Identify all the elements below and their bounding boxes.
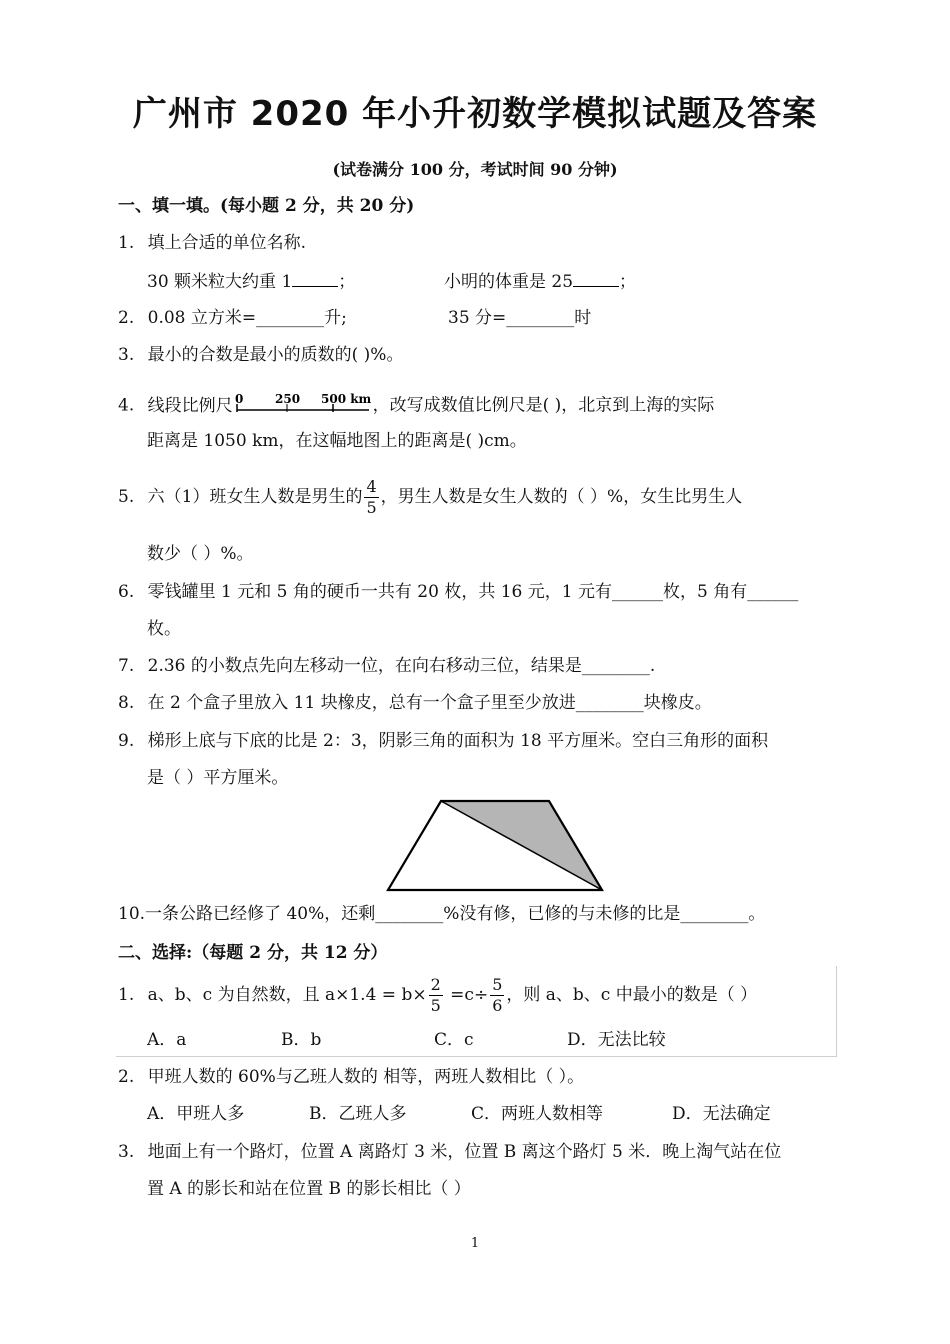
question-text: 0.08 立方米=________升;: [147, 308, 347, 328]
fraction-four-fifths: [364, 477, 378, 518]
question-9: [118, 730, 768, 752]
question-10: 10.一条公路已经修了 40%，还剩________%没有修，已修的与未修的比是________。: [118, 904, 766, 924]
question-1-part-b: [444, 270, 636, 293]
page-title: 广州市 2020 年小升初数学模拟试题及答案: [132, 94, 818, 134]
question-number: 2.: [118, 308, 135, 328]
answer-blank[interactable]: [292, 270, 338, 287]
question-number: 3.: [118, 1142, 135, 1162]
question-number: 7.: [118, 656, 135, 676]
scale-label-0: 0: [234, 392, 243, 406]
punctuation: ；: [619, 272, 637, 292]
question-text: ，则 a、b、c 中最小的数是（ ）: [506, 985, 758, 1005]
question-text: 甲班人数的 60%与乙班人数的 相等，两班人数相比（ ）。: [147, 1067, 585, 1087]
choice-2-option-d[interactable]: D．无法确定: [672, 1104, 771, 1124]
question-text: 梯形上底与下底的比是 2：3，阴影三角的面积为 18 平方厘米。空白三角形的面积: [147, 731, 769, 751]
fraction-numerator: 4: [366, 477, 377, 496]
question-number: 1.: [118, 233, 135, 253]
scale-label-500: 500 km: [320, 392, 371, 406]
choice-question-3-line-2: 置 A 的影长和站在位置 B 的影长相比（ ）: [147, 1179, 471, 1199]
question-4: [118, 390, 714, 422]
question-3: [118, 344, 403, 366]
punctuation: ；: [338, 272, 356, 292]
question-number: 9.: [118, 731, 135, 751]
question-text: 零钱罐里 1 元和 5 角的硬币一共有 20 枚，共 16 元，1 元有______枚，5 角有______: [147, 582, 799, 602]
choice-question-1: [118, 972, 757, 1018]
question-number: 8.: [118, 693, 135, 713]
scale-bar: [235, 390, 371, 422]
question-1-part-a: [147, 270, 355, 293]
question-text: 最小的合数是最小的质数的( )%。: [147, 345, 404, 365]
fraction-denominator: 5: [366, 498, 377, 517]
fraction-numerator: 5: [492, 975, 503, 994]
question-1: [118, 232, 306, 254]
choice-2-option-b[interactable]: B．乙班人多: [309, 1104, 407, 1124]
question-number: 1.: [118, 985, 135, 1005]
fraction-two-fifths: [429, 975, 443, 1016]
question-text: =c÷: [444, 985, 489, 1005]
fraction-denominator: 5: [430, 996, 441, 1015]
scale-label-250: 250: [274, 392, 300, 406]
question-9-line-2: 是（ ）平方厘米。: [147, 768, 289, 788]
choice-question-3: [118, 1141, 781, 1163]
fraction-denominator: 6: [492, 996, 503, 1015]
question-5: [118, 474, 742, 520]
choice-2-option-a[interactable]: A．甲班人多: [147, 1104, 245, 1124]
question-number: 6.: [118, 582, 135, 602]
question-text: ，改写成数值比例尺是( )，北京到上海的实际: [372, 395, 715, 416]
choice-1-option-d[interactable]: D．无法比较: [567, 1030, 666, 1050]
question-text: a、b、c 为自然数，且 a×1.4 = b×: [147, 985, 427, 1005]
question-number: 3.: [118, 345, 135, 365]
choice-1-option-c[interactable]: C．c: [434, 1030, 474, 1050]
question-5-line-2: 数少（ ）%。: [147, 544, 254, 564]
fraction-five-sixths: [490, 975, 504, 1016]
question-number: 5.: [118, 487, 135, 507]
trapezoid-figure: [385, 798, 607, 894]
question-6-line-2: 枚。: [147, 619, 181, 639]
page-subtitle: (试卷满分 100 分，考试时间 90 分钟): [332, 160, 618, 179]
question-number: 2.: [118, 1067, 135, 1087]
page-number: 1: [470, 1236, 480, 1251]
question-6: [118, 581, 798, 603]
fraction-numerator: 2: [430, 975, 441, 994]
choice-question-2: [118, 1066, 584, 1088]
question-number: 4.: [118, 395, 135, 416]
question-4-line-2: 距离是 1050 km，在这幅地图上的距离是( )cm。: [147, 431, 527, 451]
question-text: 30 颗米粒大约重 1: [147, 272, 293, 292]
question-7: [118, 655, 655, 677]
choice-1-option-b[interactable]: B．b: [281, 1030, 322, 1050]
question-2-part-b: 35 分=________时: [448, 308, 592, 328]
section-heading-choice: 二、选择:（每题 2 分，共 12 分）: [118, 943, 388, 963]
answer-blank[interactable]: [573, 270, 619, 287]
question-text: 2.36 的小数点先向左移动一位，在向右移动三位，结果是________.: [147, 656, 656, 676]
choice-1-option-a[interactable]: A．a: [147, 1030, 187, 1050]
question-text: ，男生人数是女生人数的（ ）%，女生比男生人: [380, 487, 743, 507]
question-text: 六（1）班女生人数是男生的: [147, 487, 363, 507]
question-2: [118, 307, 347, 329]
section-heading-fill: 一、填一填。(每小题 2 分，共 20 分): [118, 196, 415, 216]
question-text: 在 2 个盒子里放入 11 块橡皮，总有一个盒子里至少放进________块橡皮。: [147, 693, 712, 713]
choice-2-option-c[interactable]: C．两班人数相等: [471, 1104, 604, 1124]
question-text: 线段比例尺: [147, 395, 233, 416]
question-text: 填上合适的单位名称.: [147, 233, 307, 253]
question-8: [118, 692, 712, 714]
question-text: 地面上有一个路灯，位置 A 离路灯 3 米，位置 B 离这个路灯 5 米．晚上淘气站在位: [147, 1142, 782, 1162]
question-text: 小明的体重是 25: [444, 272, 574, 292]
